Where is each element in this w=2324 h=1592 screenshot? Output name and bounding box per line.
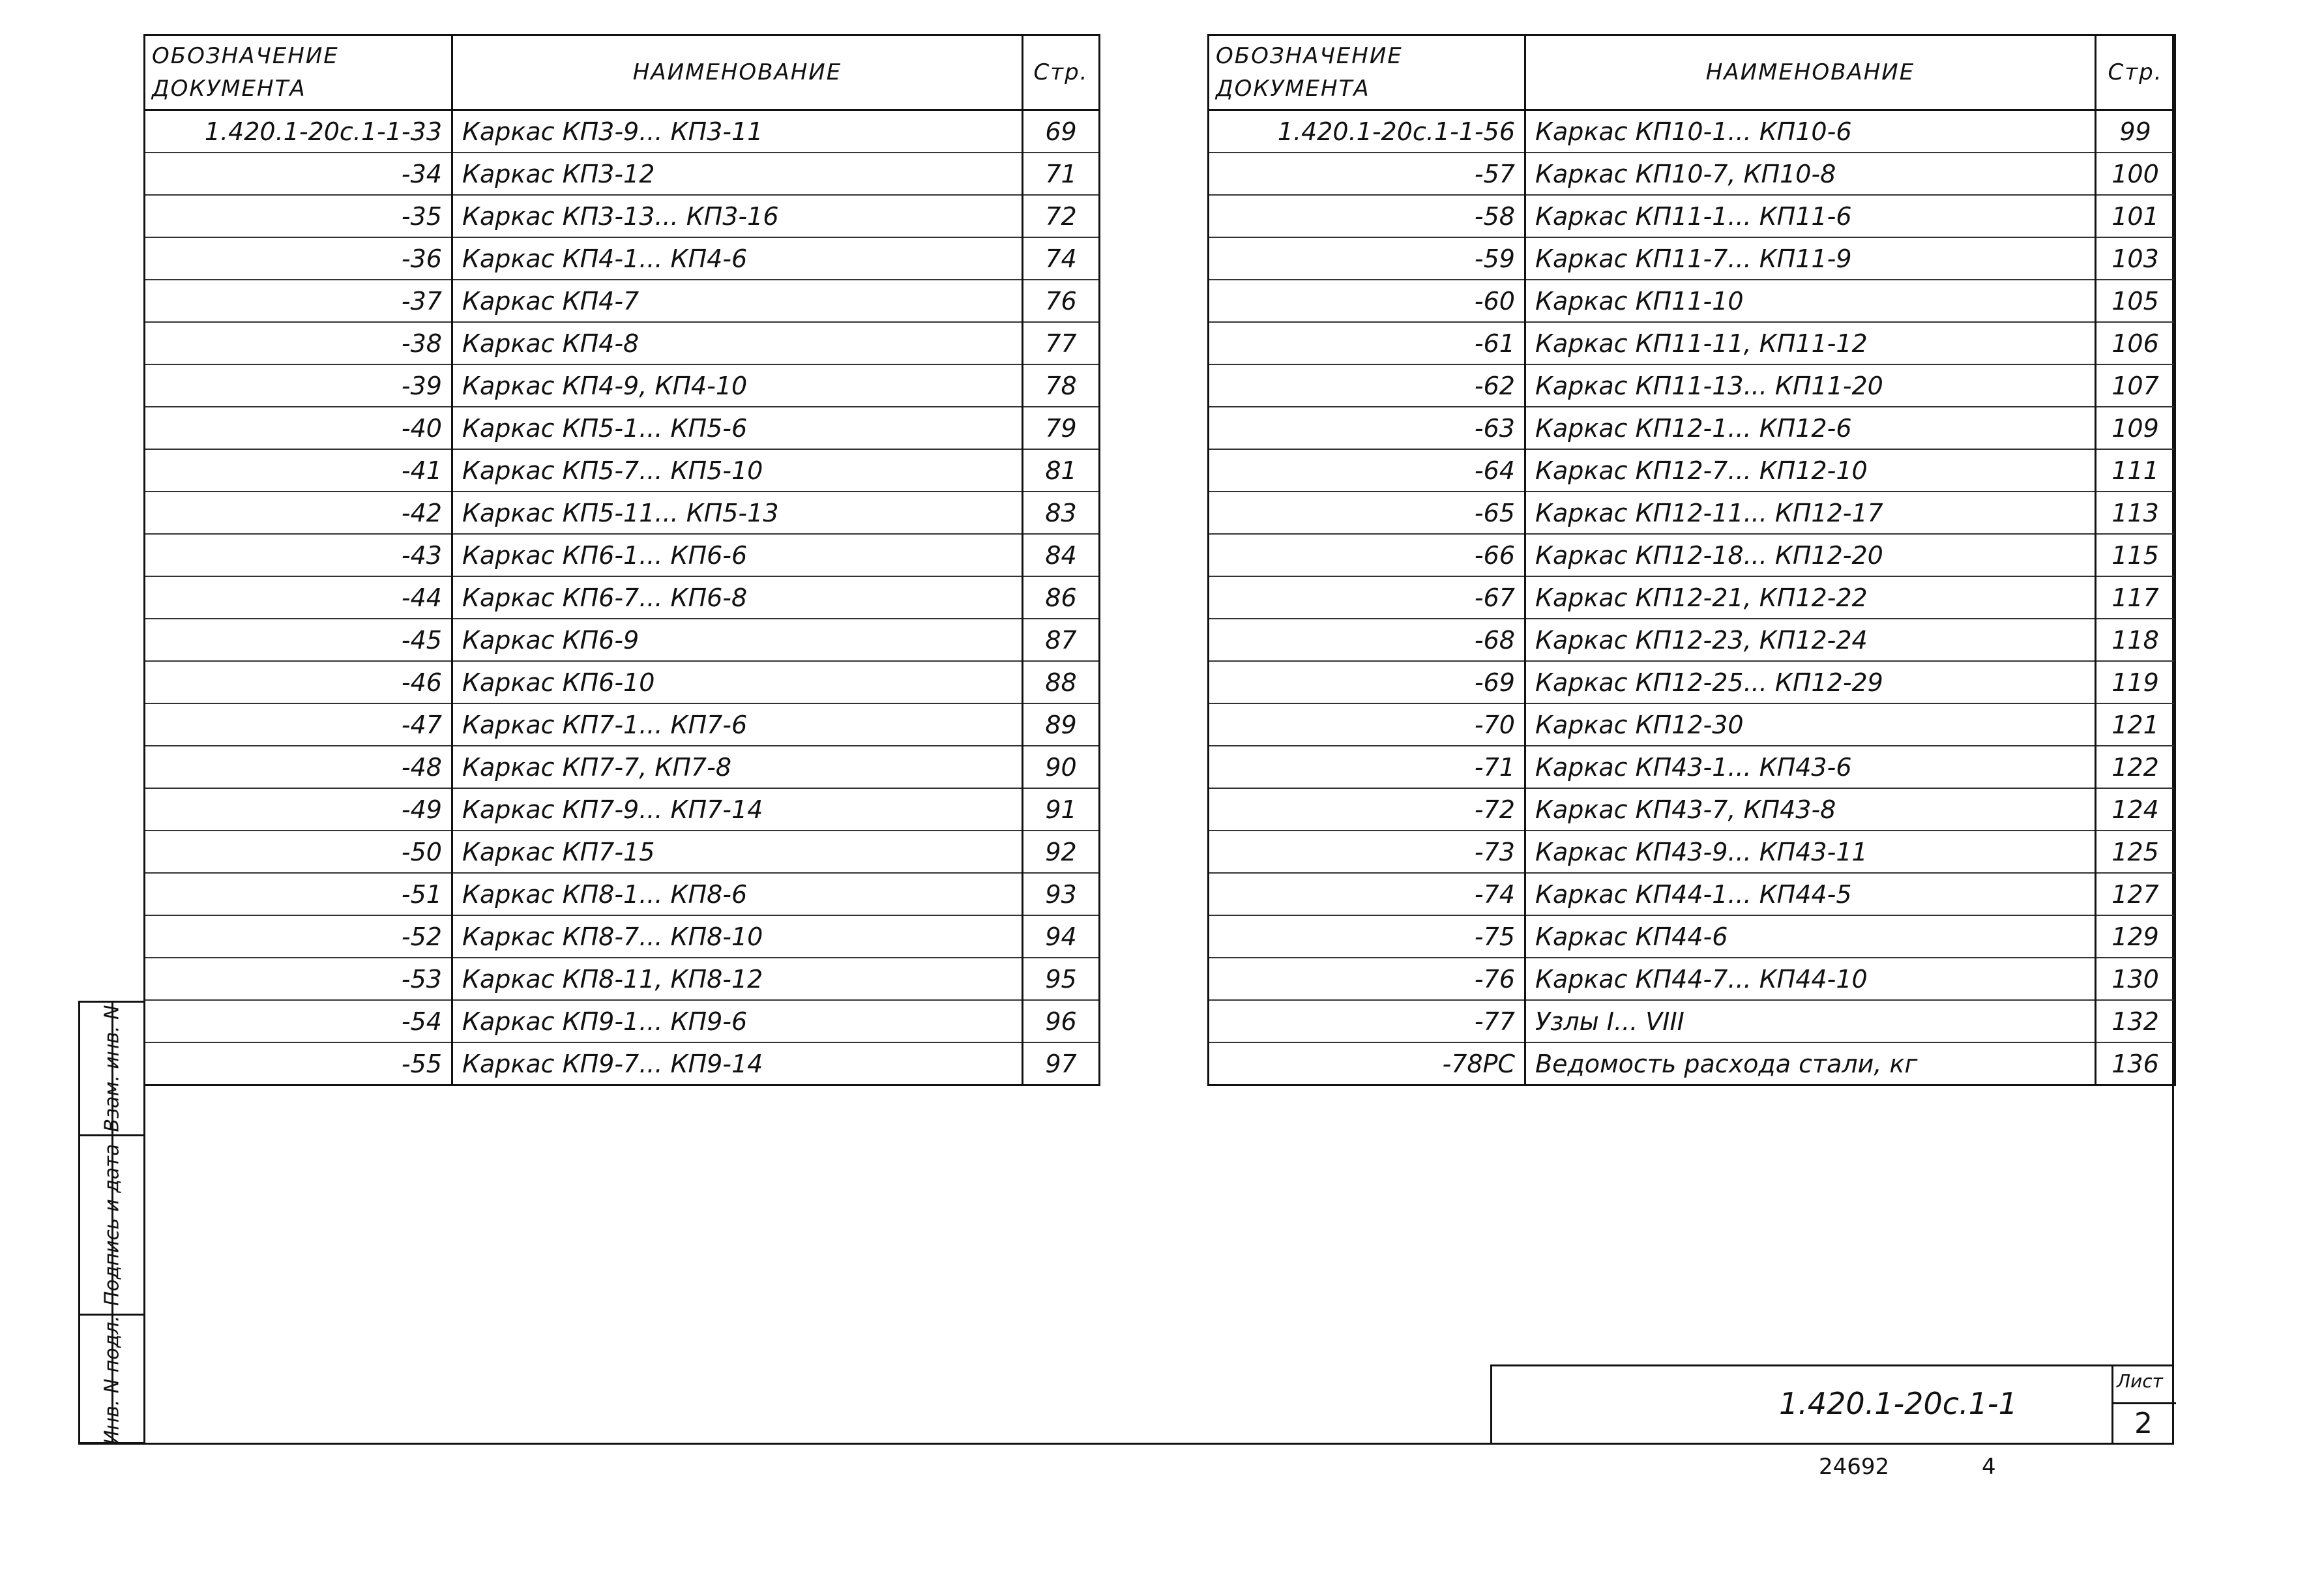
cell-designation: -64	[1209, 449, 1525, 492]
cell-page: 83	[1023, 492, 1100, 534]
cell-name: Каркас КП8-7... КП8-10	[452, 915, 1023, 958]
cell-designation: -67	[1209, 576, 1525, 619]
cell-designation: -68	[1209, 619, 1525, 661]
cell-designation: -41	[145, 449, 452, 492]
cell-name: Каркас КП5-11... КП5-13	[452, 492, 1023, 534]
table-row	[1209, 492, 2175, 534]
table-row	[1209, 322, 2175, 364]
side-label-replacement: Взам. инв. N	[100, 1005, 123, 1132]
cell-page: 93	[1023, 873, 1100, 915]
cell-page: 118	[2096, 619, 2175, 661]
cell-page: 94	[1023, 915, 1100, 958]
cell-designation: -51	[145, 873, 452, 915]
cell-name: Ведомость расхода стали, кг	[1525, 1042, 2096, 1085]
cell-designation: -50	[145, 831, 452, 873]
table-row	[1209, 534, 2175, 576]
cell-name: Каркас КП9-1... КП9-6	[452, 1000, 1023, 1042]
cell-page: 74	[1023, 237, 1100, 280]
cell-name: Каркас КП43-1... КП43-6	[1525, 746, 2096, 788]
cell-name: Каркас КП12-1... КП12-6	[1525, 407, 2096, 449]
cell-designation: -66	[1209, 534, 1525, 576]
cell-designation: -63	[1209, 407, 1525, 449]
cell-page: 90	[1023, 746, 1100, 788]
table-row	[1209, 195, 2175, 237]
table-row	[1209, 1000, 2175, 1042]
cell-page: 86	[1023, 576, 1100, 619]
cell-page: 72	[1023, 195, 1100, 237]
cell-page: 129	[2096, 915, 2175, 958]
cell-page: 113	[2096, 492, 2175, 534]
table-row	[145, 703, 1100, 746]
table-row	[1209, 746, 2175, 788]
cell-designation: -36	[145, 237, 452, 280]
cell-designation: -55	[145, 1042, 452, 1085]
cell-designation: -47	[145, 703, 452, 746]
cell-designation: -61	[1209, 322, 1525, 364]
table-row	[145, 407, 1100, 449]
cell-designation: -71	[1209, 746, 1525, 788]
cell-name: Каркас КП12-25... КП12-29	[1525, 661, 2096, 703]
table-row	[145, 661, 1100, 703]
cell-page: 107	[2096, 364, 2175, 407]
side-approval-strip	[78, 1001, 143, 1444]
cell-name: Каркас КП6-7... КП6-8	[452, 576, 1023, 619]
cell-page: 105	[2096, 280, 2175, 322]
cell-name: Каркас КП7-9... КП7-14	[452, 788, 1023, 831]
table-row	[1209, 915, 2175, 958]
side-cell-signature	[80, 1136, 143, 1316]
table-row	[1209, 237, 2175, 280]
cell-name: Каркас КП5-1... КП5-6	[452, 407, 1023, 449]
cell-page: 127	[2096, 873, 2175, 915]
table-row	[145, 619, 1100, 661]
cell-designation: -58	[1209, 195, 1525, 237]
header-page: Стр.	[1023, 35, 1100, 110]
table-row	[1209, 153, 2175, 195]
table-row	[145, 576, 1100, 619]
cell-page: 122	[2096, 746, 2175, 788]
table-row	[145, 873, 1100, 915]
cell-page: 103	[2096, 237, 2175, 280]
side-label-signature: Подпись и дата	[100, 1143, 123, 1306]
title-block-stamp	[1490, 1364, 2174, 1445]
cell-designation: -69	[1209, 661, 1525, 703]
cell-page: 88	[1023, 661, 1100, 703]
cell-name: Каркас КП4-8	[452, 322, 1023, 364]
cell-page: 119	[2096, 661, 2175, 703]
contents-table-left	[143, 34, 1100, 1086]
cell-name: Каркас КП4-7	[452, 280, 1023, 322]
table-row	[145, 788, 1100, 831]
cell-designation: -73	[1209, 831, 1525, 873]
cell-page: 77	[1023, 322, 1100, 364]
cell-page: 78	[1023, 364, 1100, 407]
cell-page: 125	[2096, 831, 2175, 873]
cell-name: Каркас КП7-15	[452, 831, 1023, 873]
cell-page: 121	[2096, 703, 2175, 746]
cell-name: Каркас КП11-11, КП11-12	[1525, 322, 2096, 364]
cell-designation: -54	[145, 1000, 452, 1042]
table-row	[145, 364, 1100, 407]
cell-page: 91	[1023, 788, 1100, 831]
table-row	[145, 534, 1100, 576]
cell-name: Каркас КП8-11, КП8-12	[452, 958, 1023, 1000]
table-row	[1209, 407, 2175, 449]
side-cell-inventory	[80, 1316, 143, 1444]
table-row	[145, 492, 1100, 534]
cell-designation: -72	[1209, 788, 1525, 831]
document-code: 1.420.1-20с.1-1	[1779, 1386, 2018, 1421]
table-row	[145, 280, 1100, 322]
cell-name: Каркас КП10-1... КП10-6	[1525, 110, 2096, 153]
cell-page: 99	[2096, 110, 2175, 153]
table-row	[145, 237, 1100, 280]
table-row	[1209, 831, 2175, 873]
cell-page: 132	[2096, 1000, 2175, 1042]
cell-page: 124	[2096, 788, 2175, 831]
cell-designation: -39	[145, 364, 452, 407]
stamp-divider	[2111, 1366, 2113, 1443]
cell-designation: -57	[1209, 153, 1525, 195]
table-body-left	[145, 110, 1100, 1085]
table-header-row	[145, 35, 1100, 110]
table-row	[145, 1042, 1100, 1085]
table-row	[145, 110, 1100, 153]
cell-page: 79	[1023, 407, 1100, 449]
cell-name: Каркас КП4-9, КП4-10	[452, 364, 1023, 407]
cell-page: 96	[1023, 1000, 1100, 1042]
cell-page: 97	[1023, 1042, 1100, 1085]
cell-page: 76	[1023, 280, 1100, 322]
table-row	[1209, 958, 2175, 1000]
cell-name: Каркас КП4-1... КП4-6	[452, 237, 1023, 280]
table-row	[1209, 619, 2175, 661]
cell-designation: -46	[145, 661, 452, 703]
cell-page: 69	[1023, 110, 1100, 153]
sheet-label: Лист	[2117, 1370, 2163, 1392]
cell-name: Каркас КП9-7... КП9-14	[452, 1042, 1023, 1085]
cell-name: Каркас КП12-23, КП12-24	[1525, 619, 2096, 661]
cell-name: Каркас КП44-1... КП44-5	[1525, 873, 2096, 915]
cell-name: Каркас КП12-18... КП12-20	[1525, 534, 2096, 576]
cell-page: 136	[2096, 1042, 2175, 1085]
cell-name: Каркас КП43-9... КП43-11	[1525, 831, 2096, 873]
cell-name: Каркас КП10-7, КП10-8	[1525, 153, 2096, 195]
table-row	[145, 915, 1100, 958]
cell-page: 101	[2096, 195, 2175, 237]
table-header-row	[1209, 35, 2175, 110]
table-row	[1209, 576, 2175, 619]
table-row	[145, 153, 1100, 195]
cell-name: Каркас КП44-7... КП44-10	[1525, 958, 2096, 1000]
cell-designation: -34	[145, 153, 452, 195]
table-row	[145, 322, 1100, 364]
cell-designation: -37	[145, 280, 452, 322]
cell-name: Каркас КП11-13... КП11-20	[1525, 364, 2096, 407]
cell-designation: -42	[145, 492, 452, 534]
cell-page: 100	[2096, 153, 2175, 195]
table-row	[145, 449, 1100, 492]
cell-designation: -78РС	[1209, 1042, 1525, 1085]
cell-name: Каркас КП8-1... КП8-6	[452, 873, 1023, 915]
header-page: Стр.	[2096, 35, 2175, 110]
header-designation: ОБОЗНАЧЕНИЕ ДОКУМЕНТА	[145, 35, 452, 110]
cell-designation: -75	[1209, 915, 1525, 958]
cell-name: Каркас КП11-10	[1525, 280, 2096, 322]
cell-name: Каркас КП11-7... КП11-9	[1525, 237, 2096, 280]
cell-designation: -49	[145, 788, 452, 831]
contents-table-right	[1207, 34, 2176, 1086]
cell-page: 111	[2096, 449, 2175, 492]
table-row	[145, 958, 1100, 1000]
cell-designation: -35	[145, 195, 452, 237]
cell-name: Каркас КП7-7, КП7-8	[452, 746, 1023, 788]
cell-name: Узлы I... VIII	[1525, 1000, 2096, 1042]
cell-name: Каркас КП6-1... КП6-6	[452, 534, 1023, 576]
side-label-inventory: Инв. N подл.	[100, 1315, 123, 1445]
cell-designation: -70	[1209, 703, 1525, 746]
table-row	[145, 195, 1100, 237]
cell-name: Каркас КП11-1... КП11-6	[1525, 195, 2096, 237]
cell-designation: -60	[1209, 280, 1525, 322]
cell-designation: 1.420.1-20с.1-1-33	[145, 110, 452, 153]
cell-page: 89	[1023, 703, 1100, 746]
header-name: НАИМЕНОВАНИЕ	[1525, 35, 2096, 110]
table-row	[1209, 110, 2175, 153]
cell-designation: -48	[145, 746, 452, 788]
cell-page: 71	[1023, 153, 1100, 195]
table-row	[145, 831, 1100, 873]
header-name: НАИМЕНОВАНИЕ	[452, 35, 1023, 110]
cell-designation: -74	[1209, 873, 1525, 915]
cell-designation: -76	[1209, 958, 1525, 1000]
cell-page: 117	[2096, 576, 2175, 619]
cell-designation: -40	[145, 407, 452, 449]
table-row	[1209, 703, 2175, 746]
cell-designation: -43	[145, 534, 452, 576]
cell-page: 109	[2096, 407, 2175, 449]
cell-page: 95	[1023, 958, 1100, 1000]
cell-designation: -62	[1209, 364, 1525, 407]
table-row	[145, 1000, 1100, 1042]
table-body-right	[1209, 110, 2175, 1085]
cell-name: Каркас КП12-11... КП12-17	[1525, 492, 2096, 534]
cell-name: Каркас КП12-21, КП12-22	[1525, 576, 2096, 619]
table-row	[1209, 280, 2175, 322]
cell-name: Каркас КП12-7... КП12-10	[1525, 449, 2096, 492]
stamp-divider-horizontal	[2111, 1402, 2176, 1404]
cell-page: 87	[1023, 619, 1100, 661]
cell-name: Каркас КП6-9	[452, 619, 1023, 661]
table-row	[1209, 788, 2175, 831]
cell-name: Каркас КП3-12	[452, 153, 1023, 195]
cell-page: 84	[1023, 534, 1100, 576]
cell-name: Каркас КП7-1... КП7-6	[452, 703, 1023, 746]
cell-designation: -44	[145, 576, 452, 619]
cell-page: 106	[2096, 322, 2175, 364]
cell-name: Каркас КП5-7... КП5-10	[452, 449, 1023, 492]
table-row	[1209, 873, 2175, 915]
cell-designation: -53	[145, 958, 452, 1000]
sheet-number: 2	[2134, 1407, 2153, 1440]
cell-name: Каркас КП44-6	[1525, 915, 2096, 958]
table-row	[1209, 661, 2175, 703]
header-designation: ОБОЗНАЧЕНИЕ ДОКУМЕНТА	[1209, 35, 1525, 110]
cell-designation: -38	[145, 322, 452, 364]
cell-page: 130	[2096, 958, 2175, 1000]
table-row	[1209, 364, 2175, 407]
table-row	[1209, 449, 2175, 492]
cell-designation: -59	[1209, 237, 1525, 280]
cell-name: Каркас КП3-9... КП3-11	[452, 110, 1023, 153]
cell-designation: -45	[145, 619, 452, 661]
cell-page: 115	[2096, 534, 2175, 576]
footer-extra-number: 4	[1982, 1454, 1996, 1480]
cell-designation: -65	[1209, 492, 1525, 534]
table-row	[145, 746, 1100, 788]
cell-designation: -52	[145, 915, 452, 958]
cell-page: 81	[1023, 449, 1100, 492]
side-cell-replacement	[80, 1003, 143, 1136]
cell-name: Каркас КП3-13... КП3-16	[452, 195, 1023, 237]
cell-designation: -77	[1209, 1000, 1525, 1042]
cell-page: 92	[1023, 831, 1100, 873]
table-row	[1209, 1042, 2175, 1085]
cell-designation: 1.420.1-20с.1-1-56	[1209, 110, 1525, 153]
cell-name: Каркас КП6-10	[452, 661, 1023, 703]
cell-name: Каркас КП12-30	[1525, 703, 2096, 746]
cell-name: Каркас КП43-7, КП43-8	[1525, 788, 2096, 831]
archive-number: 24692	[1819, 1454, 1890, 1480]
